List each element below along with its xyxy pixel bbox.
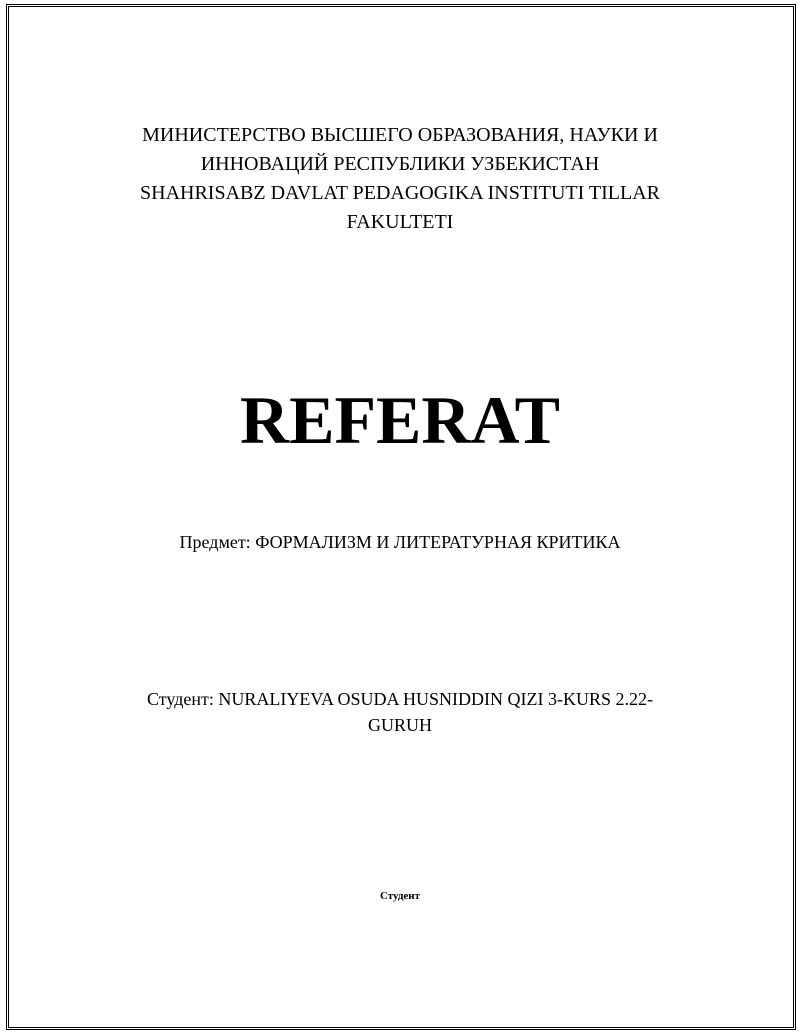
student-info bbox=[0, 686, 800, 738]
document-title: REFERAT bbox=[240, 382, 560, 458]
header-line-ministry-cont: ИННОВАЦИЙ РЕСПУБЛИКИ УЗБЕКИСТАН bbox=[200, 153, 600, 175]
footer-student-label: Студент bbox=[379, 890, 421, 902]
subject-line: Предмет: ФОРМАЛИЗМ И ЛИТЕРАТУРНАЯ КРИТИКА bbox=[179, 532, 621, 552]
student-line-group: GURUH bbox=[367, 715, 432, 735]
student-line-name: Студент: NURALIYEVA OSUDA HUSNIDDIN QIZI 3-KURS 2.22- bbox=[146, 689, 654, 709]
header-line-faculty: FAKULTETI bbox=[346, 211, 454, 233]
header-line-institute: SHAHRISABZ DAVLAT PEDAGOGIKA INSTITUTI TILLAR bbox=[140, 182, 660, 204]
header-line-ministry: МИНИСТЕРСТВО ВЫСШЕГО ОБРАЗОВАНИЯ, НАУКИ И bbox=[142, 124, 658, 146]
institution-header bbox=[0, 121, 800, 237]
